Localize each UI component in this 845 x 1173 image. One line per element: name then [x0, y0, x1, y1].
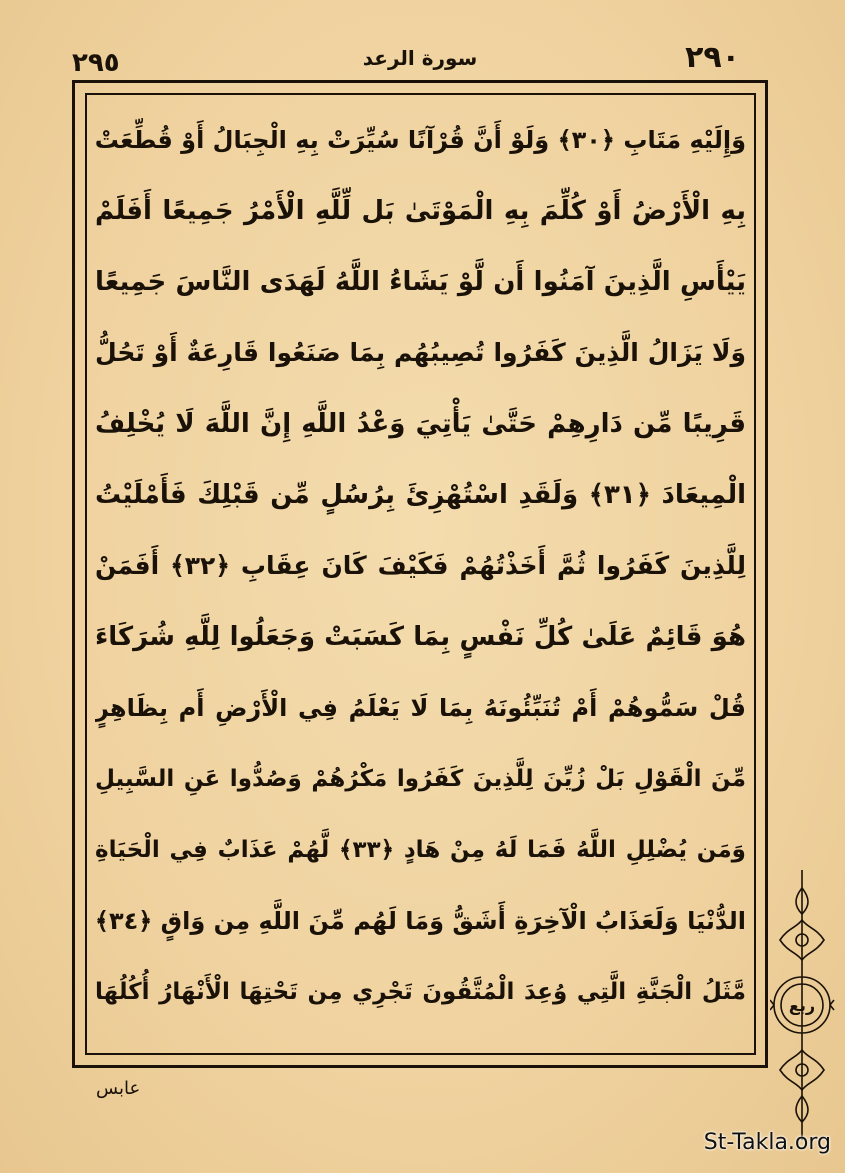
watermark: St-Takla.org: [703, 1130, 831, 1155]
text-line-8: هُوَ قَائِمٌ عَلَىٰ كُلِّ نَفْسٍ بِمَا كَسَبَتْ وَجَعَلُوا لِلَّهِ شُرَكَاءَ: [95, 622, 746, 652]
text-line-4: وَلَا يَزَالُ الَّذِينَ كَفَرُوا تُصِيبُهُم بِمَا صَنَعُوا قَارِعَةٌ أَوْ تَحُلُّ: [95, 338, 746, 367]
text-line-13: مَّثَلُ الْجَنَّةِ الَّتِي وُعِدَ الْمُتَّقُونَ تَجْرِي مِن تَحْتِهَا الْأَنْهَارُ أُكُلُهَا: [95, 979, 746, 1005]
text-line-2: بِهِ الْأَرْضُ أَوْ كُلِّمَ بِهِ الْمَوْتَىٰ بَل لِّلَّهِ الْأَمْرُ جَمِيعًا أَفَلَمْ: [95, 196, 746, 226]
text-line-9: قُلْ سَمُّوهُمْ أَمْ تُنَبِّئُونَهُ بِمَا لَا يَعْلَمُ فِي الْأَرْضِ أَم بِظَاهِرٍ: [95, 694, 746, 722]
text-line-12: الدُّنْيَا وَلَعَذَابُ الْآخِرَةِ أَشَقُّ وَمَا لَهُم مِّنَ اللَّهِ مِن وَاقٍ ﴿٣٤﴾: [95, 907, 746, 935]
calligrapher-signature: عابس: [96, 1078, 141, 1099]
quran-text-block: [95, 110, 746, 1045]
text-line-7: لِلَّذِينَ كَفَرُوا ثُمَّ أَخَذْتُهُمْ فَكَيْفَ كَانَ عِقَابِ ﴿٣٢﴾ أَفَمَنْ: [95, 551, 746, 580]
text-line-3: يَيْأَسِ الَّذِينَ آمَنُوا أَن لَّوْ يَشَاءُ اللَّهُ لَهَدَى النَّاسَ جَمِيعًا: [95, 267, 746, 297]
medallion-text: ربع: [788, 996, 816, 1015]
rub-medallion-ornament-icon: [770, 870, 835, 1140]
text-line-11: وَمَن يُضْلِلِ اللَّهُ فَمَا لَهُ مِنْ هَادٍ ﴿٣٣﴾ لَّهُمْ عَذَابٌ فِي الْحَيَاةِ: [95, 837, 746, 863]
text-line-5: قَرِيبًا مِّن دَارِهِمْ حَتَّىٰ يَأْتِيَ وَعْدُ اللَّهِ إِنَّ اللَّهَ لَا يُخْلِفُ: [95, 409, 746, 439]
surah-title: سورة الرعد: [362, 46, 478, 70]
text-line-1: وَإِلَيْهِ مَتَابِ ﴿٣٠﴾ وَلَوْ أَنَّ قُرْآنًا سُيِّرَتْ بِهِ الْجِبَالُ أَوْ قُطِّعَتْ: [95, 126, 746, 154]
page-header: [70, 40, 770, 80]
text-line-6: الْمِيعَادَ ﴿٣١﴾ وَلَقَدِ اسْتُهْزِئَ بِرُسُلٍ مِّن قَبْلِكَ فَأَمْلَيْتُ: [95, 480, 746, 510]
page-number-right: ٢٩٠: [685, 40, 740, 75]
text-line-10: مِّنَ الْقَوْلِ بَلْ زُيِّنَ لِلَّذِينَ كَفَرُوا مَكْرُهُمْ وَصُدُّوا عَنِ السَّبِيلِ: [95, 766, 746, 792]
page-number-left: ٢٩٥: [72, 48, 120, 78]
